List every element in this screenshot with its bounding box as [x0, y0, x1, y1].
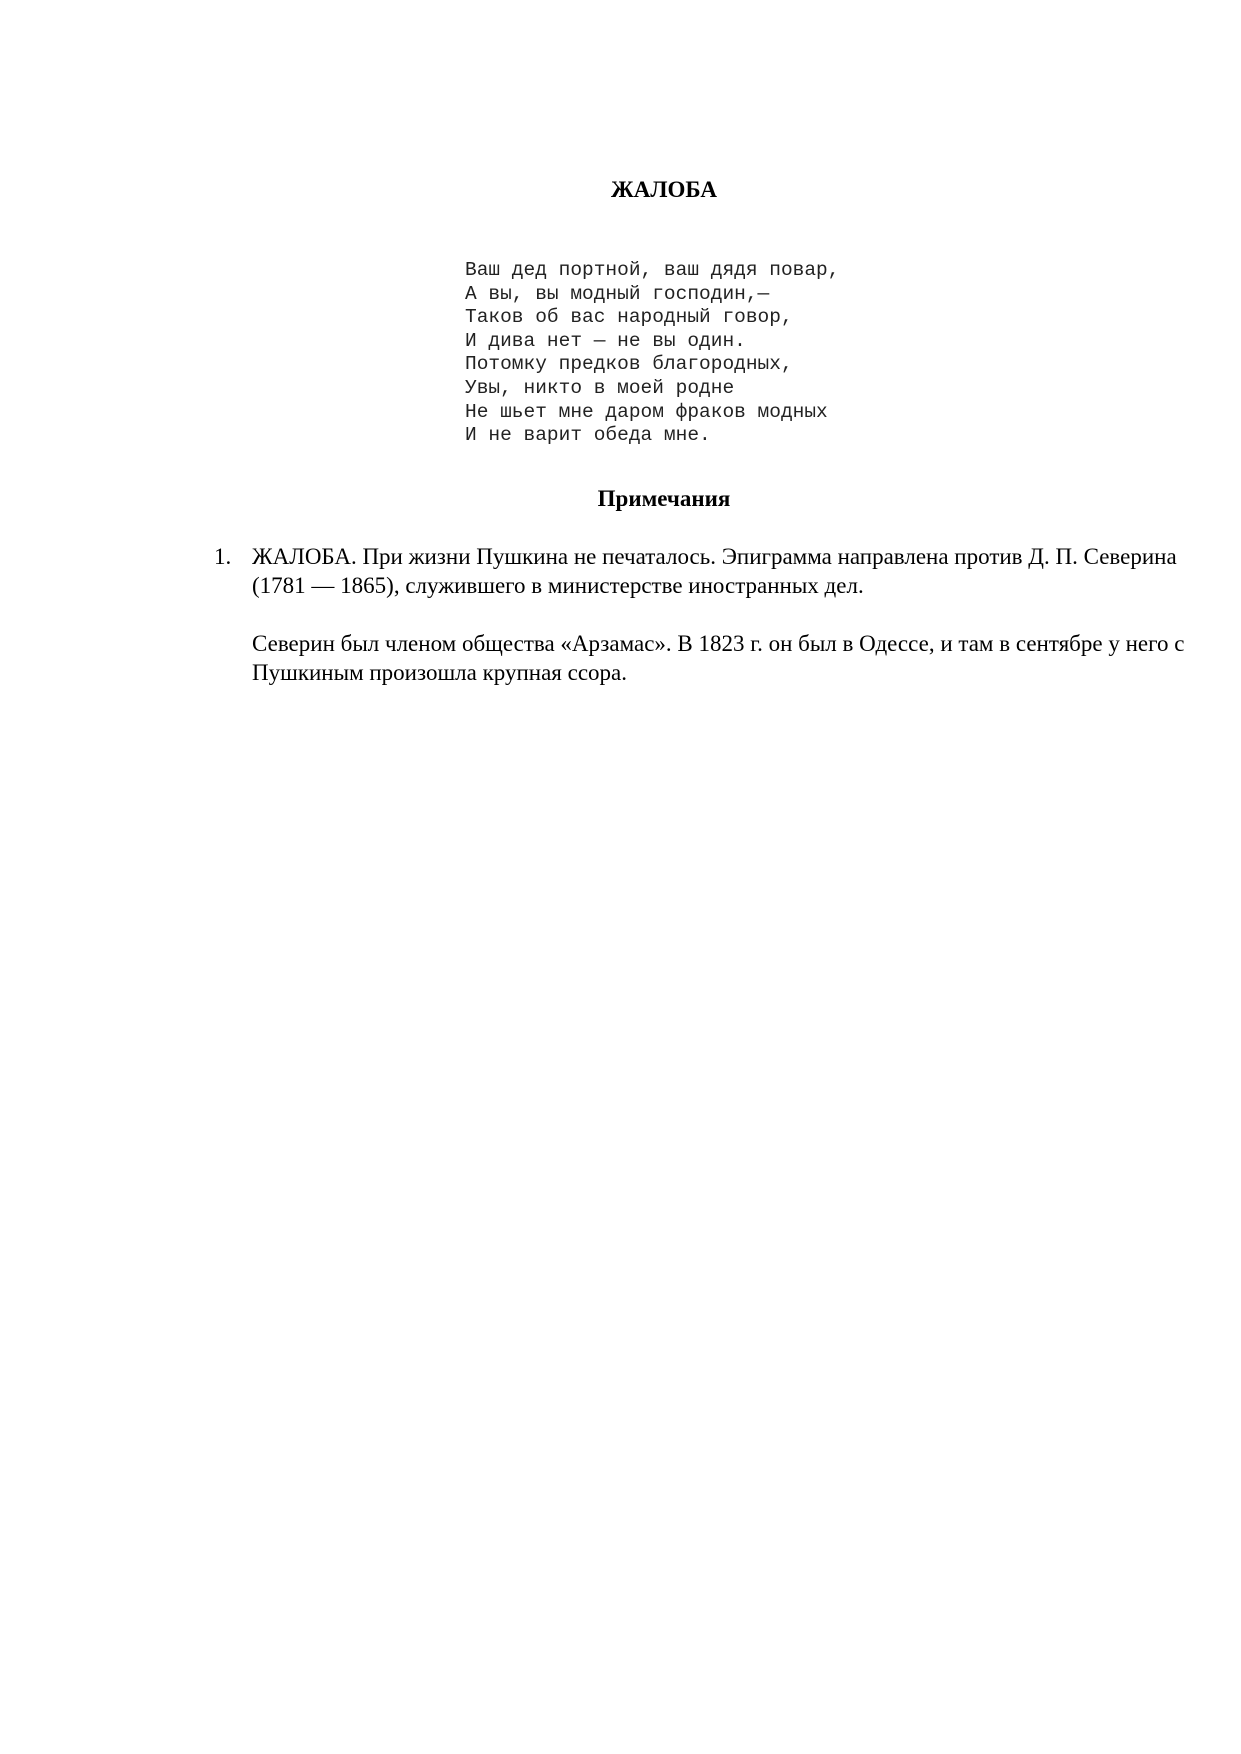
document-title: ЖАЛОБА [611, 177, 717, 202]
notes-heading: Примечания [597, 486, 731, 511]
poem-line: Не шьет мне даром фраков модных [465, 400, 828, 423]
poem-line: А вы, вы модный господин,— [465, 282, 770, 305]
poem-line: И дива нет — не вы один. [465, 329, 746, 352]
note-body [252, 542, 1212, 716]
poem-line: Ваш дед портной, ваш дядя повар, [465, 259, 840, 281]
poem-line: Таков об вас народный говор, [465, 306, 793, 329]
note-paragraph: ЖАЛОБА. При жизни Пушкина не печаталось. Эпиграмма направлена против Д. П. Северина (1781 — 1865), служившего в министерстве иностранных дел. [252, 544, 1177, 598]
poem-line: И не варит обеда мне. [465, 424, 711, 447]
poem-block [465, 259, 839, 448]
note-number: 1. [214, 544, 232, 569]
poem-line: Увы, никто в моей родне [465, 376, 735, 399]
note-paragraph: Северин был членом общества «Арзамас». В 1823 г. он был в Одессе, и там в сентябре у него с Пушкиным произошла крупная ссора. [252, 631, 1185, 685]
poem-line: Потомку предков благородных, [465, 353, 793, 376]
